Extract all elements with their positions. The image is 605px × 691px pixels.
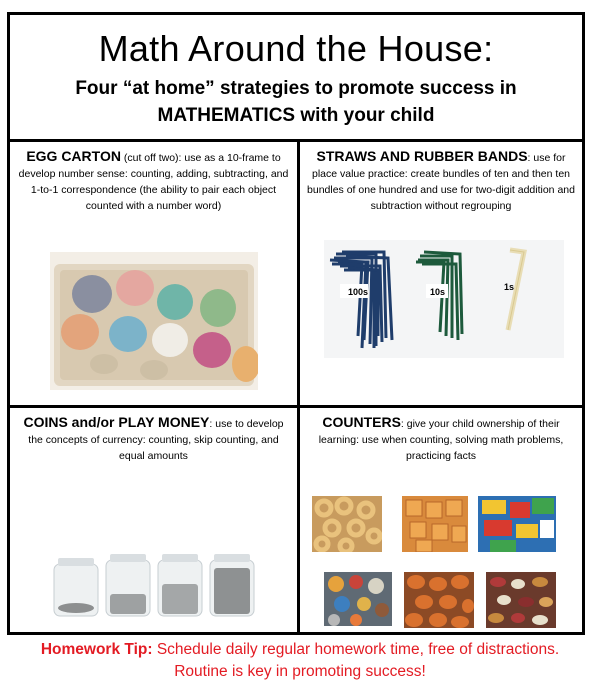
coins-photo [48,486,260,622]
blocks-photo [478,496,556,552]
crackers-photo [402,496,468,552]
egg-carton-text: (cut off two): use as a 10-frame to develop number sense: counting, adding, subtracting, and 1-to-1 correspondence (the ability to pair each object counted with a number word) [18,152,289,212]
counters-text: : give your child ownership of their learning: use when counting, solving math problems, practicing facts [318,418,564,462]
beans-photo [486,572,556,628]
straws-heading: STRAWS AND RUBBER BANDS [316,148,528,164]
flyer-frame [7,12,585,635]
flyer-header [10,15,582,142]
coins-text: : use to develop the concepts of currency: counting, skip counting, and equal amounts [28,418,284,462]
subtitle-line-1: Four “at home” strategies to promote success in [75,78,517,99]
coins-description [10,408,297,464]
straws-panel [300,142,582,405]
homework-tip-label: Homework Tip: [40,641,153,658]
counters-heading: COUNTERS [322,414,401,430]
subtitle-line-2: MATHEMATICS with your child [157,105,435,126]
straws-description [300,142,582,214]
candies-photo [404,572,474,628]
straws-label-tens: 10s [430,287,446,297]
straws-photo [324,240,564,358]
buttons-photo [324,572,392,626]
coins-panel [10,408,297,632]
homework-tip-text: Schedule daily regular homework time, free of distractions. Routine is key in promoting success! [152,641,560,680]
egg-carton-description [10,142,297,214]
egg-carton-photo [50,252,258,390]
homework-tip [20,639,580,683]
straws-text: : use for place value practice: create bundles of ten and then ten bundles of one hundred and use for two-digit addition and subtraction without regrouping [307,152,575,212]
page-subtitle [10,75,582,129]
page-title: Math Around the House: [98,28,494,69]
egg-carton-panel [10,142,297,405]
counters-description [300,408,582,464]
egg-carton-heading: EGG CARTON [26,148,121,164]
counters-panel [300,408,582,632]
straws-label-hundreds: 100s [348,287,369,297]
coins-heading: COINS and/or PLAY MONEY [23,414,210,430]
cereal-photo [312,496,382,552]
straws-label-ones: 1s [504,282,515,292]
